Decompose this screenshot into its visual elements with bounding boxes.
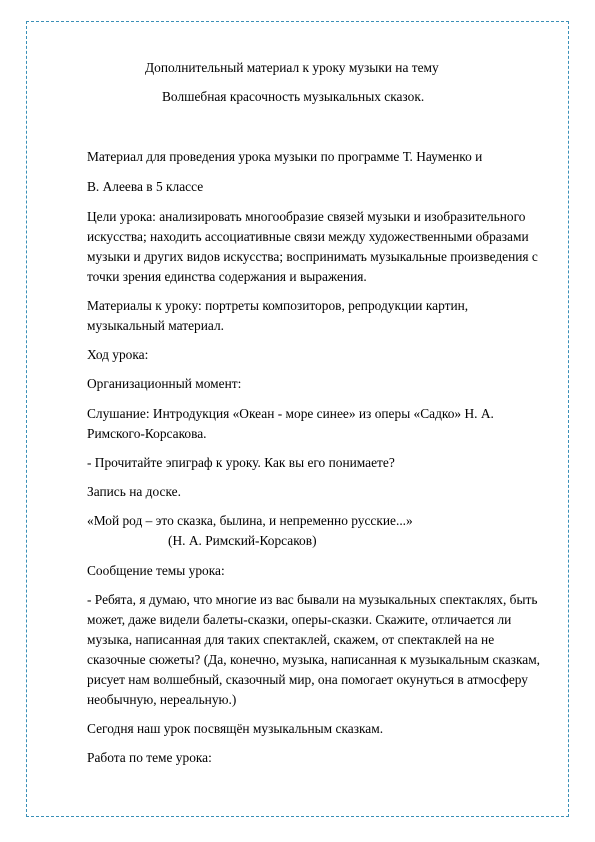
intro-line-2: В. Алеева в 5 классе [87, 179, 204, 194]
document-title-line-1: Дополнительный материал к уроку музыки на тему [145, 60, 439, 75]
epigraph-quote: «Мой род – это сказка, былина, и непременно русские...» [87, 513, 413, 528]
document-title-line-2: Волшебная красочность музыкальных сказок. [162, 89, 425, 104]
topic-message: Сообщение темы урока: [87, 563, 225, 578]
board-note: Запись на доске. [87, 484, 181, 499]
today-lesson: Сегодня наш урок посвящён музыкальным сказкам. [87, 721, 384, 736]
listening-line-2: Римского-Корсакова. [87, 426, 207, 441]
epigraph-author: (Н. А. Римский-Корсаков) [168, 533, 317, 548]
discussion-line-3: музыка, написанная для таких спектаклей, скажем, от спектаклей на не [87, 632, 495, 647]
org-moment: Организационный момент: [87, 376, 242, 391]
discussion-line-6: необычную, нереальную.) [87, 692, 237, 707]
materials-line-1: Материалы к уроку: портреты композиторов, репродукции картин, [87, 298, 469, 313]
discussion-line-2: может, даже видели балеты-сказки, оперы-сказки. Скажите, отличается ли [87, 612, 512, 627]
work-heading: Работа по теме урока: [87, 750, 212, 765]
goals-line-2: искусства; находить ассоциативные связи между художественными образами [87, 229, 529, 244]
discussion-line-1: - Ребята, я думаю, что многие из вас бывали на музыкальных спектаклях, быть [87, 592, 538, 607]
discussion-line-4: сказочные сюжеты? (Да, конечно, музыка, написанная к музыкальным сказкам, [87, 652, 541, 667]
materials-line-2: музыкальный материал. [87, 318, 225, 333]
goals-line-1: Цели урока: анализировать многообразие связей музыки и изобразительного [87, 209, 526, 224]
discussion-line-5: рисует нам волшебный, сказочный мир, она помогает окунуться в атмосферу [87, 672, 528, 687]
course-heading: Ход урока: [87, 347, 149, 362]
epigraph-question: - Прочитайте эпиграф к уроку. Как вы его понимаете? [87, 455, 395, 470]
goals-line-3: музыки и других видов искусства; воспринимать музыкальные произведения с [87, 249, 538, 264]
goals-line-4: точки зрения единства содержания и выражения. [87, 269, 367, 284]
listening-line-1: Слушание: Интродукция «Океан - море синее» из оперы «Садко» Н. А. [87, 406, 494, 421]
intro-line-1: Материал для проведения урока музыки по программе Т. Науменко и [87, 149, 483, 164]
